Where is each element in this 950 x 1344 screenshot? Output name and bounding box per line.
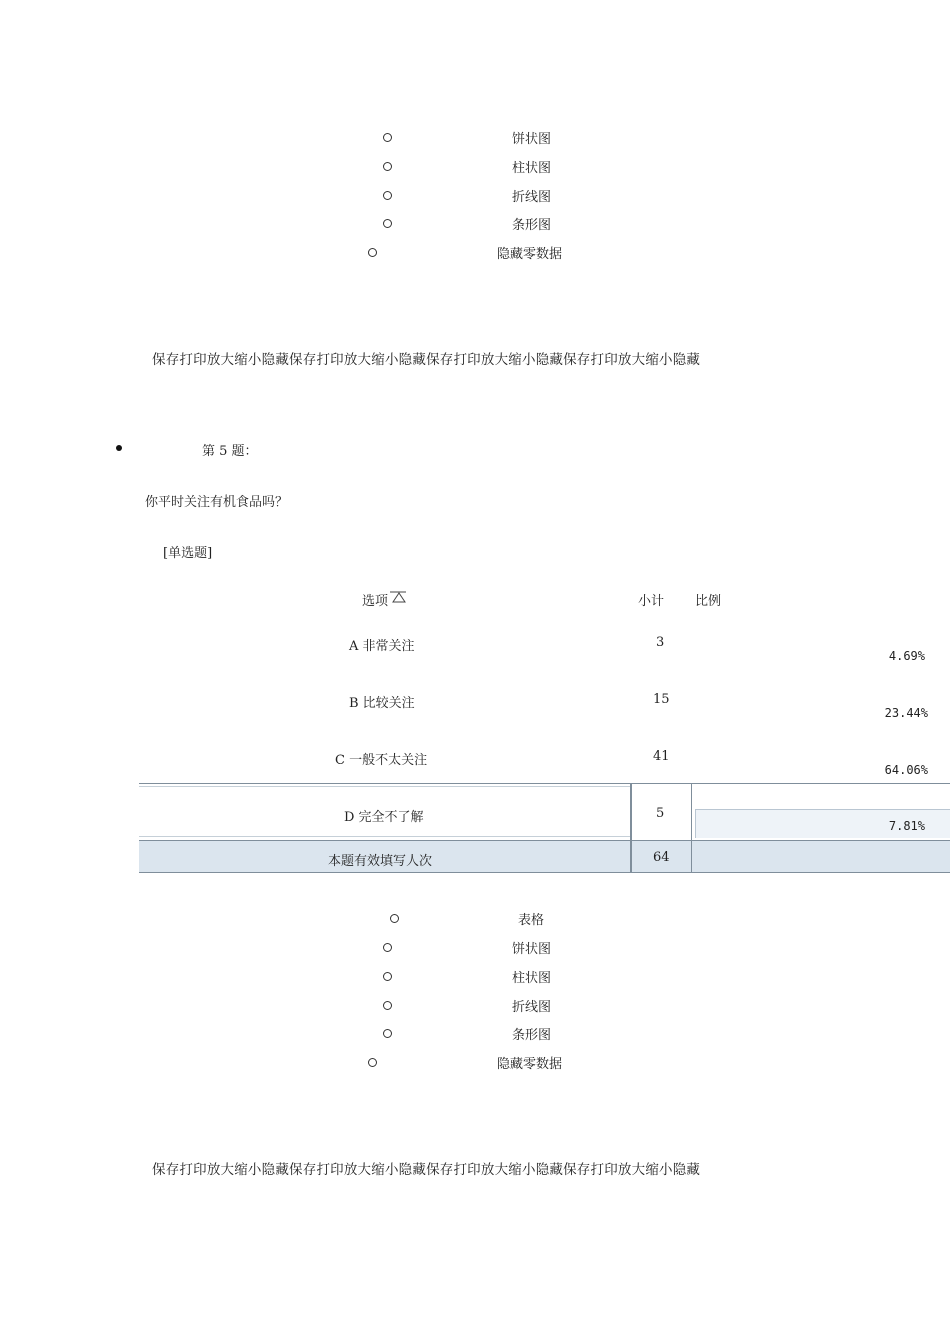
table-row-option: B 比较关注 xyxy=(349,696,415,711)
table-row-ratio: 7.81% xyxy=(888,819,925,833)
print-button[interactable]: 打印 xyxy=(316,352,344,368)
chart-option-hide-zero[interactable] xyxy=(368,243,588,263)
print-button[interactable]: 打印 xyxy=(179,352,207,368)
radio-circle-icon xyxy=(383,162,392,171)
option-label: 隐藏零数据 xyxy=(497,247,563,262)
divider xyxy=(630,840,632,872)
save-button[interactable]: 保存 xyxy=(563,352,591,368)
option-label: 柱状图 xyxy=(512,971,552,986)
print-button[interactable]: 打印 xyxy=(179,1162,207,1178)
save-button[interactable]: 保存 xyxy=(426,1162,454,1178)
save-button[interactable]: 保存 xyxy=(152,352,180,368)
table-row-count: 5 xyxy=(656,806,665,821)
table-row-ratio: 4.69% xyxy=(888,649,925,663)
option-label: 表格 xyxy=(518,913,545,928)
option-label: 折线图 xyxy=(512,1000,552,1015)
zoom-out-button[interactable]: 缩小 xyxy=(645,1162,673,1178)
chart-option-pie[interactable] xyxy=(383,128,583,148)
radio-circle-icon xyxy=(383,972,392,981)
hide-button[interactable]: 隐藏 xyxy=(398,352,427,368)
zoom-out-button[interactable]: 缩小 xyxy=(234,1162,262,1178)
option-label: 饼状图 xyxy=(512,942,552,957)
save-button[interactable]: 保存 xyxy=(152,1162,180,1178)
hide-button[interactable]: 隐藏 xyxy=(398,1162,427,1178)
table-row-count: 15 xyxy=(653,692,670,707)
chart-option-bar[interactable] xyxy=(383,1024,583,1044)
zoom-out-button[interactable]: 缩小 xyxy=(371,1162,399,1178)
table-row-ratio: 23.44% xyxy=(884,706,928,720)
save-button[interactable]: 保存 xyxy=(289,352,317,368)
toolbar-actions xyxy=(152,1158,700,1178)
toolbar-actions xyxy=(152,348,700,368)
divider xyxy=(139,786,630,787)
zoom-in-button[interactable]: 放大 xyxy=(206,1162,235,1178)
question-text: 你平时关注有机食品吗？ xyxy=(145,495,289,510)
column-header-ratio: 比例 xyxy=(695,594,722,609)
table-row-count: 41 xyxy=(653,749,670,764)
save-button[interactable]: 保存 xyxy=(289,1162,317,1178)
zoom-out-button[interactable]: 缩小 xyxy=(508,352,536,368)
total-label: 本题有效填写人次 xyxy=(328,854,433,869)
hide-button[interactable]: 隐藏 xyxy=(535,352,564,368)
save-button[interactable]: 保存 xyxy=(563,1162,591,1178)
chart-option-column[interactable] xyxy=(383,157,583,177)
print-button[interactable]: 打印 xyxy=(453,1162,481,1178)
radio-circle-icon xyxy=(390,914,399,923)
table-row-count: 3 xyxy=(656,635,665,650)
radio-circle-icon xyxy=(368,1058,377,1067)
radio-circle-icon xyxy=(368,248,377,257)
zoom-in-button[interactable]: 放大 xyxy=(343,1162,372,1178)
table-row-option: C 一般不太关注 xyxy=(335,753,428,768)
column-header-label: 选项 xyxy=(362,594,389,609)
column-header-option[interactable] xyxy=(362,590,407,609)
sort-icon[interactable] xyxy=(389,590,407,604)
zoom-in-button[interactable]: 放大 xyxy=(206,352,235,368)
zoom-in-button[interactable]: 放大 xyxy=(480,352,509,368)
option-label: 条形图 xyxy=(512,218,552,233)
zoom-out-button[interactable]: 缩小 xyxy=(371,352,399,368)
divider xyxy=(139,836,630,837)
chart-option-bar[interactable] xyxy=(383,214,583,234)
zoom-in-button[interactable]: 放大 xyxy=(343,352,372,368)
chart-option-hide-zero[interactable] xyxy=(368,1053,588,1073)
radio-circle-icon xyxy=(383,133,392,142)
print-button[interactable]: 打印 xyxy=(590,352,618,368)
radio-circle-icon xyxy=(383,191,392,200)
divider xyxy=(139,783,950,784)
chart-option-column[interactable] xyxy=(383,967,583,987)
divider xyxy=(691,840,692,872)
option-label: 饼状图 xyxy=(512,132,552,147)
radio-circle-icon xyxy=(383,1029,392,1038)
hide-button[interactable]: 隐藏 xyxy=(672,1162,701,1178)
question-number: 第 5 题： xyxy=(202,444,258,459)
radio-circle-icon xyxy=(383,943,392,952)
table-row-option: A 非常关注 xyxy=(349,639,415,654)
hide-button[interactable]: 隐藏 xyxy=(261,1162,290,1178)
column-header-count: 小计 xyxy=(638,594,665,609)
hide-button[interactable]: 隐藏 xyxy=(535,1162,564,1178)
hide-button[interactable]: 隐藏 xyxy=(672,352,701,368)
total-count: 64 xyxy=(653,850,670,865)
zoom-out-button[interactable]: 缩小 xyxy=(234,352,262,368)
table-row-ratio: 64.06% xyxy=(884,763,928,777)
radio-circle-icon xyxy=(383,1001,392,1010)
option-label: 隐藏零数据 xyxy=(497,1057,563,1072)
zoom-in-button[interactable]: 放大 xyxy=(480,1162,509,1178)
chart-option-line[interactable] xyxy=(383,186,583,206)
list-bullet-icon xyxy=(116,445,122,451)
zoom-out-button[interactable]: 缩小 xyxy=(508,1162,536,1178)
total-row xyxy=(139,840,950,873)
zoom-in-button[interactable]: 放大 xyxy=(617,352,646,368)
save-button[interactable]: 保存 xyxy=(426,352,454,368)
print-button[interactable]: 打印 xyxy=(316,1162,344,1178)
table-row-option: D 完全不了解 xyxy=(344,810,424,825)
print-button[interactable]: 打印 xyxy=(453,352,481,368)
option-label: 柱状图 xyxy=(512,161,552,176)
print-button[interactable]: 打印 xyxy=(590,1162,618,1178)
chart-option-pie[interactable] xyxy=(383,938,583,958)
option-label: 折线图 xyxy=(512,190,552,205)
question-type-badge: [单选题] xyxy=(163,546,213,561)
chart-option-line[interactable] xyxy=(383,996,583,1016)
radio-circle-icon xyxy=(383,219,392,228)
hide-button[interactable]: 隐藏 xyxy=(261,352,290,368)
zoom-out-button[interactable]: 缩小 xyxy=(645,352,673,368)
zoom-in-button[interactable]: 放大 xyxy=(617,1162,646,1178)
chart-option-table[interactable] xyxy=(390,909,590,929)
option-label: 条形图 xyxy=(512,1028,552,1043)
